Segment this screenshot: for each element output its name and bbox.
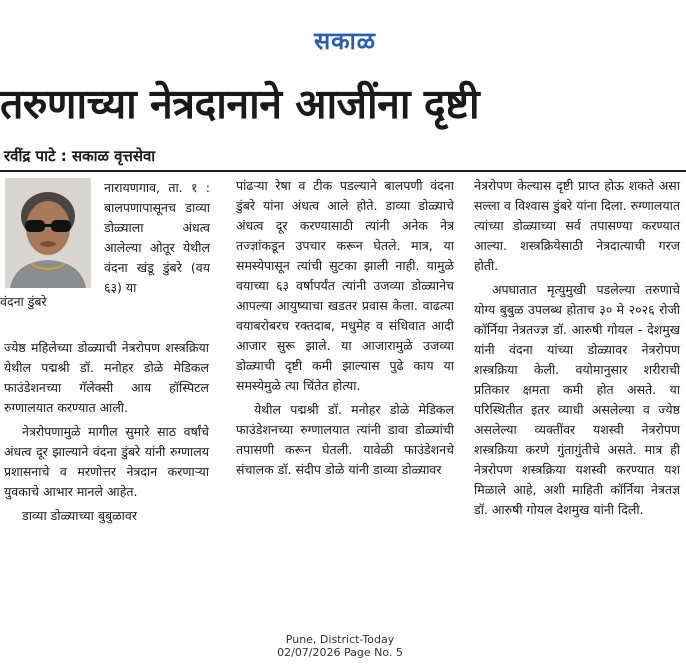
article-column-1 [4, 338, 209, 526]
page-footer [270, 633, 410, 659]
article-column-3 [474, 176, 680, 520]
footer-edition: Pune, District-Today [285, 633, 395, 646]
portrait-illustration [5, 178, 91, 288]
headline: तरुणाच्या नेत्रदानाने आजींना दृष्टी [0, 80, 480, 128]
article-column-2 [236, 176, 454, 480]
footer-date-page: 02/07/2026 Page No. 5 [277, 646, 403, 659]
divider-rule [0, 170, 686, 172]
masthead-logo: सकाळ [313, 27, 377, 55]
paragraph: नेत्ररोपण केल्यास दृष्टी प्राप्त होऊ शकते असा सल्ला व विश्वास डुंबरे यांना दिला. रुग्णालयात त्यांच्या डोळ्याच्या सर्व तपासण्या करण्यात आल्या. शस्त्रक्रियेसाठी नेत्रदात्याची गरज होती. [474, 178, 680, 273]
lead-paragraph [104, 178, 210, 298]
byline: रवींद्र पाटे : सकाळ वृत्तसेवा [4, 147, 156, 165]
paragraph: पांढऱ्या रेषा व टीक पडल्याने बालपणी वंदना डुंबरे यांना अंधत्व आले होते. डाव्या डोळ्याचे अंधत्व दूर करण्यासाठी त्यांनी अनेक नेत्र तज्ज्ञांकडून उपचार करून घेतले. मात्र, या समस्येपासून त्यांची सुटका झाली नाही. यामुळे वयाच्या ६३ वर्षापर्यंत त्यांनी उजव्या डोळ्यानेच आपल्या आयुष्याचा खडतर प्रवास केला. वाढत्या वयाबरोबरच रक्तदाब, मधुमेह व संधिवात आदी आजार सुरू झाले. या आजारामुळे उजव्या डोळ्याची दृष्टी कमी झाल्यास पुढे काय या समस्येमुळे त्या चिंतेत होत्या. [236, 178, 454, 393]
portrait-photo [5, 178, 91, 288]
paragraph: अपघातात मृत्युमुखी पडलेल्या तरुणाचे योग्य बुबुळ उपलब्ध होताच ३० मे २०२६ रोजी कॉर्निया नेत्रतज्ज्ञ डॉ. आरुषी गोयल - देशमुख यांनी वंदना यांच्या डोळ्यावर नेत्ररोपण शस्त्रक्रिया केली. वयोमानुसार शरीराची प्रतिकार क्षमता कमी होत असते. या परिस्थितीत इतर व्याधी असलेल्या व ज्येष्ठ असलेल्या व्यक्तींवर यशस्वी नेत्ररोपण शस्त्रक्रिया करणे गुंतागुंतीचे असते. मात्र ही नेत्ररोपण शस्त्रक्रिया यशस्वी करण्यात यश मिळाले आहे, अशी माहिती कॉर्निया नेत्रतज्ञ डॉ. आरुषी गोयल देशमुख यांनी दिली. [474, 282, 680, 517]
paragraph: ज्येष्ठ महिलेच्या डोळ्याची नेत्ररोपण शस्त्रक्रिया येथील पद्मश्री डॉ. मनोहर डोळे मेडिकल फाउंडेशनच्या गॅलेक्सी आय हॉस्पिटल रुग्णालयात करण्यात आली. [4, 340, 209, 415]
paragraph: नेत्ररोपणामुळे मागील सुमारे साठ वर्षांचे अंधत्व दूर झाल्याने वंदना डुंबरे यांनी रुग्णालय प्रशासनाचे व मरणोत्तर नेत्रदान करणाऱ्या युवकाचे आभार मानले आहेत. [4, 424, 209, 499]
paragraph: येथील पद्मश्री डॉ. मनोहर डोळे मेडिकल फाउंडेशनच्या रुग्णालयात त्यांनी डावा डोळ्यांची तपासणी करून घेतली. यावेळी फाउंडेशनचे संचालक डॉ. संदीप डोळे यांनी डाव्या डोळ्यावर [236, 402, 454, 477]
paragraph: डाव्या डोळ्याच्या बुबुळावर [22, 508, 137, 523]
photo-caption: वंदना डुंबरे [0, 294, 47, 309]
lead-text: नारायणगाव, ता. १ : बालपणापासूनच डाव्या डोळ्याला अंधत्व आलेल्या ओतूर येथील वंदना खंडू डुंबरे (वय ६३) या [104, 180, 210, 295]
